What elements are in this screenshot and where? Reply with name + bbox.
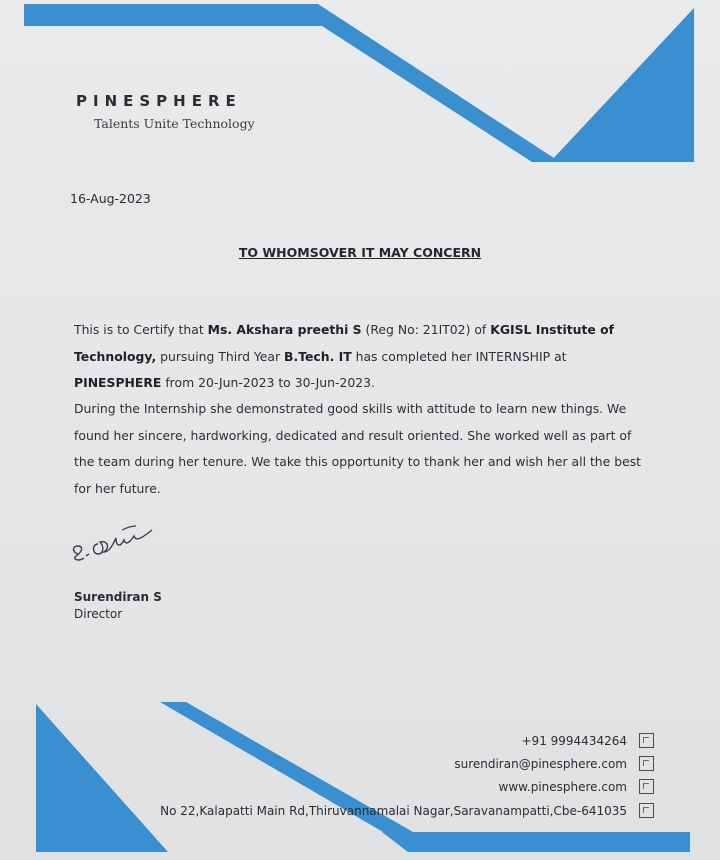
contact-phone <box>522 733 655 748</box>
para1-text: pursuing Third Year <box>156 348 285 364</box>
location-icon <box>639 803 654 818</box>
web-icon <box>639 779 654 794</box>
signatory-name: Surendiran S <box>74 590 162 604</box>
top-triangle-shape <box>550 8 694 162</box>
signature-image <box>64 512 164 572</box>
company-logo: PINESPHERE <box>76 92 242 110</box>
certification-paragraph <box>74 317 646 397</box>
signatory-title: Director <box>74 607 123 621</box>
company-tagline: Talents Unite Technology <box>94 116 255 131</box>
bottom-triangle-shape <box>36 704 168 852</box>
website-text: www.pinesphere.com <box>498 779 627 794</box>
assessment-paragraph: During the Internship she demonstrated good skills with attitude to learn new things. We found her sincere, hardworking, dedicated and result oriented. She worked well as part of the team during her tenure. We take this opportunity to thank her and wish her all the best for her future. <box>74 401 642 496</box>
company-name: PINESPHERE <box>74 375 162 390</box>
para1-text: This is to Certify that <box>74 322 208 337</box>
letter-heading: TO WHOMSOVER IT MAY CONCERN <box>238 245 482 260</box>
email-text: surendiran@pinesphere.com <box>454 756 627 771</box>
bottom-band-shape <box>382 832 690 852</box>
para1-text: has completed her INTERNSHIP at <box>351 348 567 364</box>
institute-name: KGISL Institute of Technology, <box>74 322 615 364</box>
para1-text: (Reg No: 21IT02) of <box>361 322 491 337</box>
contact-website <box>499 779 654 794</box>
contact-email <box>454 756 654 771</box>
phone-text: +91 9994434264 <box>521 733 627 748</box>
course-name: B.Tech. IT <box>284 348 352 364</box>
address-text: No 22,Kalapatti Main Rd,Thiruvannamalai Nagar,Saravanampatti,Cbe-641035 <box>160 803 627 818</box>
intern-name: Ms. Akshara preethi S <box>207 322 362 337</box>
phone-icon <box>639 733 654 748</box>
email-icon <box>639 756 654 771</box>
letter-date: 16-Aug-2023 <box>70 191 151 206</box>
para1-text: from 20-Jun-2023 to 30-Jun-2023. <box>161 375 375 390</box>
contact-address <box>160 803 654 818</box>
top-band-shape <box>24 4 330 26</box>
top-diagonal-shape <box>288 4 560 162</box>
